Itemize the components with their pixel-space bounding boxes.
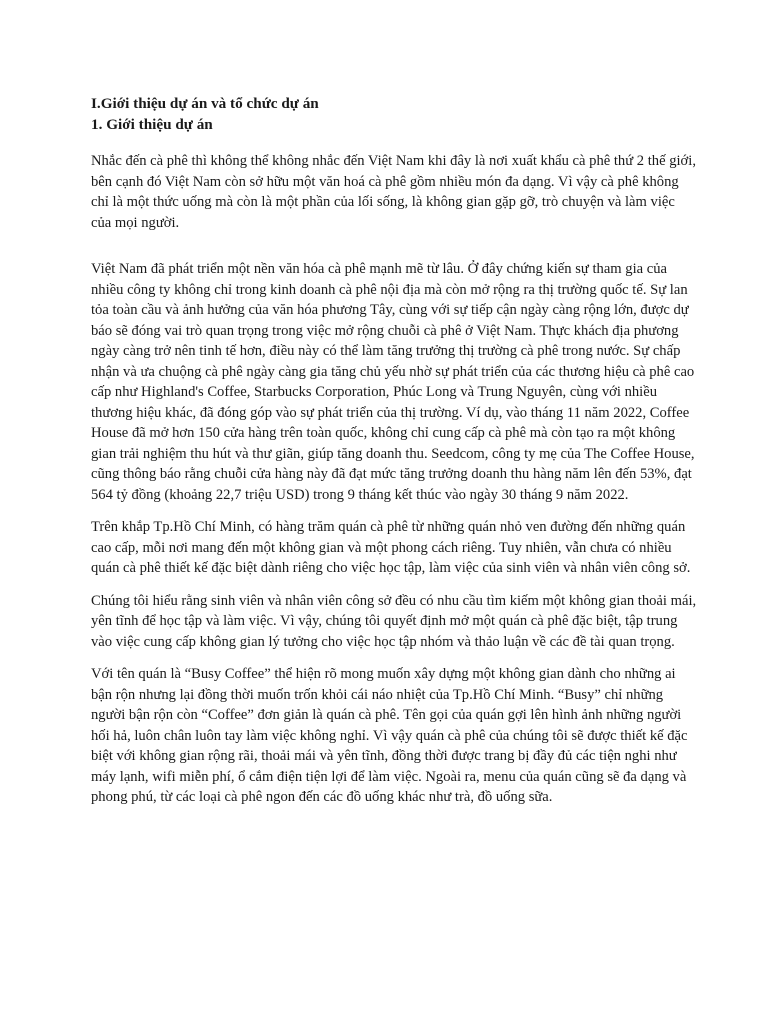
paragraph-1: Nhắc đến cà phê thì không thể không nhắc đến Việt Nam khi đây là nơi xuất khẩu cà phê thứ 2 thế giới, bên cạnh đó Việt Nam còn sở hữu một văn hoá cà phê gồm nhiều món đa dạng. Vì vậy cà phê không chỉ là một thức uống mà còn là một phần của lối sống, là không gian gặp gỡ, trò chuyện và làm việc của mọi người. (91, 153, 696, 231)
paragraph-5: Với tên quán là “Busy Coffee” thể hiện rõ mong muốn xây dựng một không gian dành cho những ai bận rộn nhưng lại đồng thời muốn trốn khỏi cái náo nhiệt của Tp.Hồ Chí Minh. “Busy” chỉ những người bận rộn còn “Coffee” đơn giản là quán cà phê. Tên gọi của quán gợi lên hình ảnh những người hối hả, luôn chân luôn tay làm việc không nghỉ. Vì vậy quán cà phê của chúng tôi sẽ được thiết kế đặc biệt với không gian rộng rãi, thoải mái và yên tĩnh, đồng thời được trang bị đầy đủ các tiện nghi như máy lạnh, wifi miễn phí, ổ cắm điện tiện lợi để làm việc. Ngoài ra, menu của quán cũng sẽ đa dạng và phong phú, từ các loại cà phê ngon đến các đồ uống khác như trà, đồ uống sữa. (91, 666, 688, 805)
paragraph-2: Việt Nam đã phát triển một nền văn hóa cà phê mạnh mẽ từ lâu. Ở đây chứng kiến sự tham gia của nhiều công ty không chỉ trong kinh doanh cà phê nội địa mà còn mở rộng ra thị trường quốc tế. Sự lan tỏa toàn cầu và ảnh hưởng của văn hóa phương Tây, cùng với sự tiếp cận ngày càng rộng lớn, được dự báo sẽ đóng vai trò quan trọng trong việc mở rộng chuỗi cà phê ở Việt Nam. Thực khách địa phương ngày càng trở nên tinh tế hơn, điều này có thể làm tăng trưởng thị trường cà phê trong nước. Sự chấp nhận và ưa chuộng cà phê ngày càng gia tăng chủ yếu nhờ sự phát triển của các thương hiệu cà phê cao cấp như Highland's Coffee, Starbucks Corporation, Phúc Long và Trung Nguyên, cùng với nhiều thương hiệu khác, đã đóng góp vào sự phát triển của thị trường. Ví dụ, vào tháng 11 năm 2022, Coffee House đã mở hơn 150 cửa hàng trên toàn quốc, không chỉ cung cấp cà phê mà còn tạo ra một không gian trải nghiệm thu hút và thư giãn, giúp tăng doanh thu. Seedcom, công ty mẹ của The Coffee House, cũng thông báo rằng chuỗi cửa hàng này đã đạt mức tăng trưởng doanh thu hàng năm lên đến 53%, đạt 564 tỷ đồng (khoảng 22,7 triệu USD) trong 9 tháng kết thúc vào ngày 30 tháng 9 năm 2022. (91, 261, 695, 503)
paragraph-4: Chúng tôi hiểu rằng sinh viên và nhân viên công sở đều có nhu cầu tìm kiếm một không gian thoải mái, yên tĩnh để học tập và làm việc. Vì vậy, chúng tôi quyết định mở một quán cà phê đặc biệt, tập trung vào việc cung cấp không gian lý tưởng cho việc học tập nhóm và thảo luận về các đề tài quan trọng. (91, 592, 697, 650)
subsection-heading: 1. Giới thiệu dự án (91, 116, 213, 133)
paragraph-3: Trên khắp Tp.Hồ Chí Minh, có hàng trăm quán cà phê từ những quán nhỏ ven đường đến những quán cao cấp, mỗi nơi mang đến một không gian và một phong cách riêng. Tuy nhiên, vẫn chưa có nhiều quán cà phê thiết kế đặc biệt dành riêng cho việc học tập, làm việc của sinh viên và nhân viên công sở. (91, 519, 691, 576)
section-heading: I.Giới thiệu dự án và tổ chức dự án (91, 95, 319, 112)
